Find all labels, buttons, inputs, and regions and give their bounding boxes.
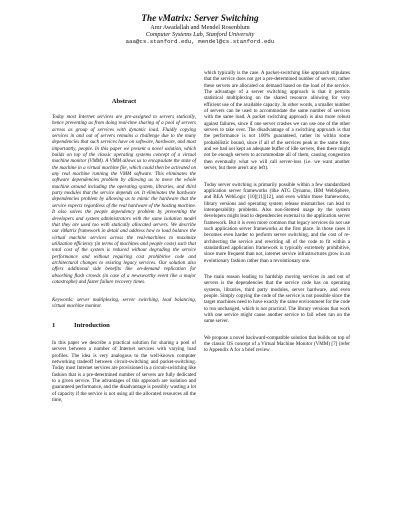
right-paragraph-2: Today server switching is primarily possible within a few standardized application server frameworks (like ATG Dynamo, IBM WebSphere, and BEA WebLogic [10][11][12], and even within those frameworks, library versions and operating system release mismatches can lead to interoperability problems. Also non-Stemed usage by the system developers might lead to dependencies external to the application server framework. But it is even more common that legacy services do not use such application server frameworks at the first place. In those cases it becomes even harder to perform server switching, and the cost of re-architecting the service and rewriting all of the code to fit within a standardized application framework is typically extremely prohibitive, since more frequent than not, internet service infrastructures grow in an evolutionary fashion rather than a revolutionary one. xyxy=(204,181,350,264)
section-1-number: 1 xyxy=(52,322,56,329)
section-1-heading xyxy=(52,322,196,329)
right-column xyxy=(204,70,350,358)
right-paragraph-1: which typically is the case. A packet-switching like approach stipulates that the service does not get a pre-determined number of servers; rather these servers are allocated on demand based on the load of the service. The advantage of a server switching approach is that it permits statistical multiplexing on the shared resource allowing for very efficient use of the available capacity. In other words, a smaller number of servers can be used to accommodate the same number of services with the same load. A packet switching approach is also more robust against failures, since if one server crashes we can use one of the other servers to take over. The disadvantage of a switching approach is that the performance is not 100% guaranteed, rather its within some probabilistic bound, since if all of the services peak at the same time, and we had not kept an adequate buffer of idle servers, then there might not be enough servers to accommodate all of them, causing congestion then eventually what we will call server-loss (i.e. we want another server, but there aren't any left). xyxy=(204,70,350,172)
right-paragraph-4: We propose a novel backward-compatible solution that builds on top of the classic OS concept of a Virtual Machine Monitor (VMM) [7] (refer to Appendix A for a brief review xyxy=(204,334,350,354)
paper-authors: Amr Awadallah and Mendel Rosenblum xyxy=(150,24,250,31)
intro-paragraph-1: In this paper we describe a practical solution for sharing a pool of servers between a number of Internet services with varying load profiles. The idea is very analogous to the well-known computer networking tradeoff between circuit-switching and packet-switching. Today most Internet services are provisioned in a circuit-switching like fashion that is a pre-determined number of servers are fully dedicated to a given service. The advantages of this approach are isolation and guaranteed performance, and the disadvantage is possibly wasting a lot of capacity if the service is not using all the allocated resources all the time, xyxy=(52,340,196,404)
keywords: Keywords: server multiplexing, server switching, load balancing, virtual machine monitor. xyxy=(52,297,196,310)
paper-affiliation: Computer Systems Lab, Stanford University xyxy=(145,31,255,38)
right-paragraph-3: The main reason leading to hardship moving services in and out of servers is the dependencies that the service code has on operating systems, libraries, third party modules, server hardware, and even people. Simply copying the code of the service is not possible since the target machines need to have exactly the same environment for the code to run unchanged, which is not practical. The library versions that work with one service might cause another service to fail when ran on the same server. xyxy=(204,273,350,325)
abstract-text: Today most Internet services are pre-assigned to servers statically, hence preventing us from doing real-time sharing of a pool of servers across as group of services with dynamic load. Fluidly copying services in and out of servers remains a challenge due to the many dependencies that such services have on software, hardware, and most importantly, people. In this paper we present a novel solution, which builds on top of the classic operating systems concept of a virtual machine monitor (VMM). A VMM allows us to encapsulate the state of the machine in a virtual machine file, which could then be activated on any real machine running the VMM software. This eliminates the software dependencies problem by allowing us to move the whole machine around including the operating system, libraries, and third party modules that the service depends on. It eliminates the hardware dependencies problem by allowing us to mimic the hardware that the service expects regardless of the real hardware of the hosting machine. It also solves the people dependency problem by preventing the developers and system administrators with the same isolation model that they are used too with statically allocated servers. We describe our vMatrix framework in detail and address how to load balance the virtual machine services across the real-machines to maximize utilization efficiency (in terms of machines and people costs) such that total cost of the system is reduced without degrading the service performance and without requiring cost prohibitive code and architectural changes to existing legacy services. Our solution also offers additional side benefits like on-demand replication for absorbing flash crowds (in case of a newsworthy event like a major catastrophe) and faster failure recovery times. xyxy=(52,114,196,285)
abstract-heading: Abstract xyxy=(111,98,137,105)
paper-title: The vMatrix: Server Switching xyxy=(141,13,259,23)
section-1-title: Introduction xyxy=(74,322,110,329)
paper-emails: aaa@cs.stanford.edu, mendel@cs.stanford.edu xyxy=(125,38,275,45)
